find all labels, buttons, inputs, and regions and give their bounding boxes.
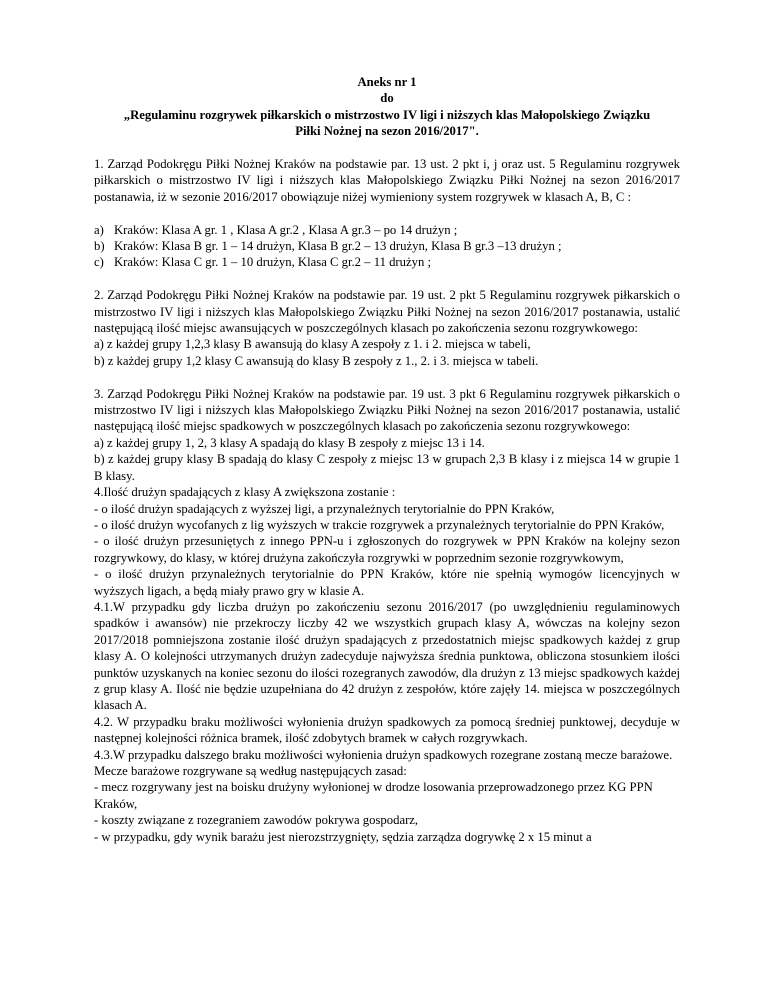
section-4-dash-4: - o ilość drużyn przynależnych terytorialnie do PPN Kraków, które nie spełnią wymogów licencyjnych w wyższych ligach, a będą miały prawo gry w klasie A.	[94, 567, 680, 598]
baraz-rules-heading: Mecze barażowe rozgrywane są według następujących zasad:	[94, 764, 407, 778]
list-item	[94, 238, 680, 254]
section-1-list	[94, 222, 680, 271]
section-4-dash-3: - o ilość drużyn przesuniętych z innego PPN-u i zgłoszonych do rozgrywek w PPN Kraków na kolejny sezon rozgrywkowy, do klasy, w której drużyna zakończyła rozgrywki w poprzednim sezonie rozgrywkowym,	[94, 534, 680, 565]
list-item-text: Kraków: Klasa A gr. 1 , Klasa A gr.2 , Klasa A gr.3 – po 14 drużyn ;	[114, 222, 458, 237]
list-marker: b)	[94, 239, 105, 254]
section-2-paragraph: 2. Zarząd Podokręgu Piłki Nożnej Kraków na podstawie par. 19 ust. 2 pkt 5 Regulaminu rozgrywek piłkarskich o mistrzostwo IV ligi i niższych klas Małopolskiego Związku Piłki Nożnej na sezon 2016/2017 postanawia, ustalić następującą ilość miejsc awansujących w poszczególnych klasach po zakończenia sezonu rozgrywkowego:	[94, 288, 680, 336]
list-item-text: Kraków: Klasa C gr. 1 – 10 drużyn, Klasa C gr.2 – 11 drużyn ;	[114, 255, 432, 270]
baraz-rule-3: - w przypadku, gdy wynik barażu jest nierozstrzygnięty, sędzia zarządza dogrywkę 2 x 15 minut a	[94, 829, 592, 844]
list-item-text: Kraków: Klasa B gr. 1 – 14 drużyn, Klasa B gr.2 – 13 drużyn, Klasa B gr.3 –13 drużyn ;	[114, 239, 562, 254]
document-title	[94, 74, 680, 140]
list-item	[94, 222, 680, 238]
title-line-4: Piłki Nożnej na sezon 2016/2017".	[295, 124, 479, 139]
section-1-paragraph: 1. Zarząd Podokręgu Piłki Nożnej Kraków na podstawie par. 13 ust. 2 pkt i, j oraz ust. 5 Regulaminu rozgrywek piłkarskich o mistrzostwo IV ligi i niższych klas Małopolskiego Związku Piłki Nożnej na sezon 2016/2017 postanawia, iż w sezonie 2016/2017 obowiązuje niżej wymieniony system rozgrywek w klasach A, B, C :	[94, 157, 680, 204]
list-marker: a)	[94, 222, 104, 237]
section-4-3-paragraph: 4.3.W przypadku dalszego braku możliwości wyłonienia drużyn spadkowych rozegrane zostaną mecze barażowe.	[94, 747, 673, 762]
list-item	[94, 254, 680, 270]
section-3-item-b: b) z każdej grupy klasy B spadają do klasy C zespoły z miejsc 13 w grupach 2,3 B klasy i z miejsca 14 w grupie 1 B klasy.	[94, 452, 680, 483]
section-4-1-paragraph: 4.1.W przypadku gdy liczba drużyn po zakończeniu sezonu 2016/2017 (po uwzględnieniu regulaminowych spadków i awansów) nie przekroczy liczby 42 we wszystkich grupach klasy A, wówczas na kolejny sezon 2017/2018 pomniejszona zostanie ilość drużyn spadających z przedostatnich miejsc spadkowych każdej z grup klasy A. O kolejności utrzymanych drużyn zadecyduje najwyższa średnia punktowa, obliczona stosunkiem ilości punktów uzyskanych na koniec sezonu do ilości rozegranych zawodów, dla drużyn z 13 miejsc spadkowych każdej z grup klasy A. Ilość nie będzie uzupełniana do 42 drużyn z zespołów, które zajęły 14. miejsca w poszczególnych klasach A.	[94, 599, 680, 713]
section-4-dash-1: - o ilość drużyn spadających z wyższej ligi, a przynależnych terytorialnie do PPN Kraków,	[94, 501, 555, 516]
title-line-1: Aneks nr 1	[357, 75, 417, 89]
section-4-dash-2: - o ilość drużyn wycofanych z lig wyższych w trakcie rozgrywek a przynależnych terytorialnie do PPN Kraków,	[94, 517, 665, 532]
baraz-rule-1: - mecz rozgrywany jest na boisku drużyny wyłonionej w drodze losowania przeprowadzonego przez KG PPN Kraków,	[94, 780, 653, 811]
title-line-3: „Regulaminu rozgrywek piłkarskich o mistrzostwo IV ligi i niższych klas Małopolskiego Związku	[123, 107, 651, 122]
section-4-heading: 4.Ilość drużyn spadających z klasy A zwiększona zostanie :	[94, 485, 396, 500]
section-4-2-paragraph: 4.2. W przypadku braku możliwości wyłonienia drużyn spadkowych za pomocą średniej punktowej, decyduje w następnej kolejności różnica bramek, ilość zdobytych bramek w całych rozgrywkach.	[94, 714, 680, 746]
baraz-rule-2: - koszty związane z rozegraniem zawodów pokrywa gospodarz,	[94, 813, 419, 828]
section-2-item-b: b) z każdej grupy 1,2 klasy C awansują do klasy B zespoły z 1., 2. i 3. miejsca w tabeli.	[94, 353, 539, 368]
title-line-2: do	[380, 91, 394, 106]
section-3-paragraph: 3. Zarząd Podokręgu Piłki Nożnej Kraków na podstawie par. 19 ust. 3 pkt 6 Regulaminu rozgrywek piłkarskich o mistrzostwo IV ligi i niższych klas Małopolskiego Związku Piłki Nożnej na sezon 2016/2017 postanawia, ustalić następującą ilość miejsc spadkowych w poszczególnych klasach po zakończenia sezonu rozgrywkowego:	[94, 386, 680, 434]
list-marker: c)	[94, 255, 104, 270]
section-2-item-a: a) z każdej grupy 1,2,3 klasy B awansują do klasy A zespoły z 1. i 2. miejsca w tabeli,	[94, 337, 531, 352]
section-3-item-a: a) z każdej grupy 1, 2, 3 klasy A spadają do klasy B zespoły z miejsc 13 i 14.	[94, 435, 485, 450]
